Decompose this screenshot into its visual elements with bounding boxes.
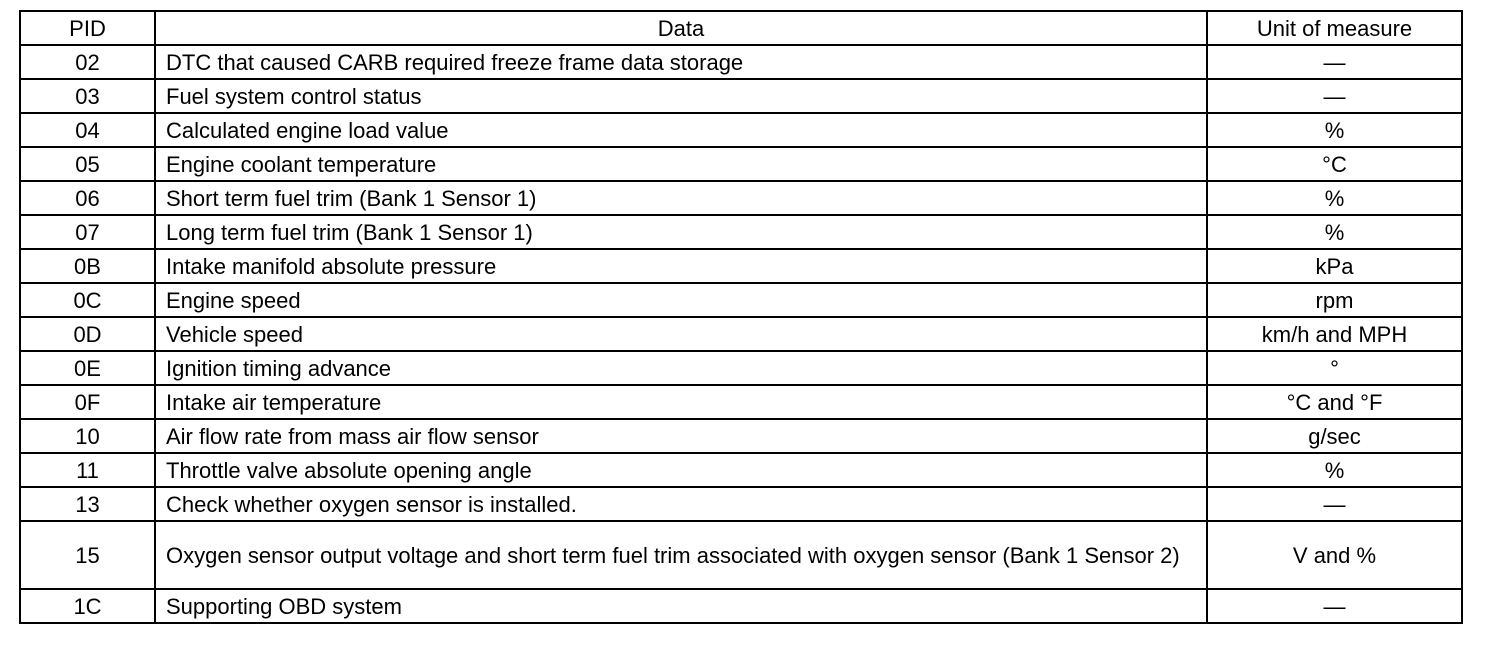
- data-cell: DTC that caused CARB required freeze frame data storage: [155, 45, 1207, 79]
- table-row: [20, 521, 1462, 589]
- table-row: [20, 147, 1462, 181]
- table-row: [20, 317, 1462, 351]
- table-row: [20, 79, 1462, 113]
- unit-cell: %: [1207, 215, 1462, 249]
- pid-cell: 11: [20, 453, 155, 487]
- table-row: [20, 351, 1462, 385]
- table-row: [20, 589, 1462, 623]
- pid-cell: 15: [20, 521, 155, 589]
- header-pid: PID: [20, 11, 155, 45]
- data-cell: Engine coolant temperature: [155, 147, 1207, 181]
- pid-cell: 0F: [20, 385, 155, 419]
- data-cell: Check whether oxygen sensor is installed.: [155, 487, 1207, 521]
- pid-data-table: [19, 10, 1463, 624]
- table-row: [20, 113, 1462, 147]
- unit-cell: °: [1207, 351, 1462, 385]
- data-cell: Short term fuel trim (Bank 1 Sensor 1): [155, 181, 1207, 215]
- pid-cell: 0C: [20, 283, 155, 317]
- unit-cell: —: [1207, 589, 1462, 623]
- table-row: [20, 249, 1462, 283]
- unit-cell: %: [1207, 453, 1462, 487]
- unit-cell: kPa: [1207, 249, 1462, 283]
- pid-cell: 1C: [20, 589, 155, 623]
- unit-cell: rpm: [1207, 283, 1462, 317]
- unit-cell: °C and °F: [1207, 385, 1462, 419]
- pid-cell: 0B: [20, 249, 155, 283]
- data-cell: Throttle valve absolute opening angle: [155, 453, 1207, 487]
- pid-cell: 04: [20, 113, 155, 147]
- pid-cell: 06: [20, 181, 155, 215]
- header-data: Data: [155, 11, 1207, 45]
- table-row: [20, 181, 1462, 215]
- unit-cell: %: [1207, 181, 1462, 215]
- unit-cell: g/sec: [1207, 419, 1462, 453]
- data-cell: Intake manifold absolute pressure: [155, 249, 1207, 283]
- table-row: [20, 487, 1462, 521]
- data-cell: Engine speed: [155, 283, 1207, 317]
- data-cell: Intake air temperature: [155, 385, 1207, 419]
- table-row: [20, 453, 1462, 487]
- unit-cell: V and %: [1207, 521, 1462, 589]
- table-row: [20, 45, 1462, 79]
- pid-cell: 02: [20, 45, 155, 79]
- unit-cell: %: [1207, 113, 1462, 147]
- data-cell: Air flow rate from mass air flow sensor: [155, 419, 1207, 453]
- table-row: [20, 385, 1462, 419]
- pid-cell: 0D: [20, 317, 155, 351]
- pid-cell: 07: [20, 215, 155, 249]
- pid-cell: 05: [20, 147, 155, 181]
- header-unit: Unit of measure: [1207, 11, 1462, 45]
- pid-cell: 10: [20, 419, 155, 453]
- unit-cell: °C: [1207, 147, 1462, 181]
- table-row: [20, 283, 1462, 317]
- table-row: [20, 215, 1462, 249]
- unit-cell: —: [1207, 487, 1462, 521]
- data-cell: Oxygen sensor output voltage and short term fuel trim associated with oxygen sensor (Bank 1 Sensor 2): [155, 521, 1207, 589]
- pid-cell: 03: [20, 79, 155, 113]
- data-cell: Supporting OBD system: [155, 589, 1207, 623]
- pid-cell: 13: [20, 487, 155, 521]
- table-row: [20, 419, 1462, 453]
- data-cell: Long term fuel trim (Bank 1 Sensor 1): [155, 215, 1207, 249]
- unit-cell: —: [1207, 45, 1462, 79]
- data-cell: Fuel system control status: [155, 79, 1207, 113]
- table-header-row: [20, 11, 1462, 45]
- data-cell: Vehicle speed: [155, 317, 1207, 351]
- data-cell: Ignition timing advance: [155, 351, 1207, 385]
- pid-cell: 0E: [20, 351, 155, 385]
- data-cell: Calculated engine load value: [155, 113, 1207, 147]
- unit-cell: —: [1207, 79, 1462, 113]
- unit-cell: km/h and MPH: [1207, 317, 1462, 351]
